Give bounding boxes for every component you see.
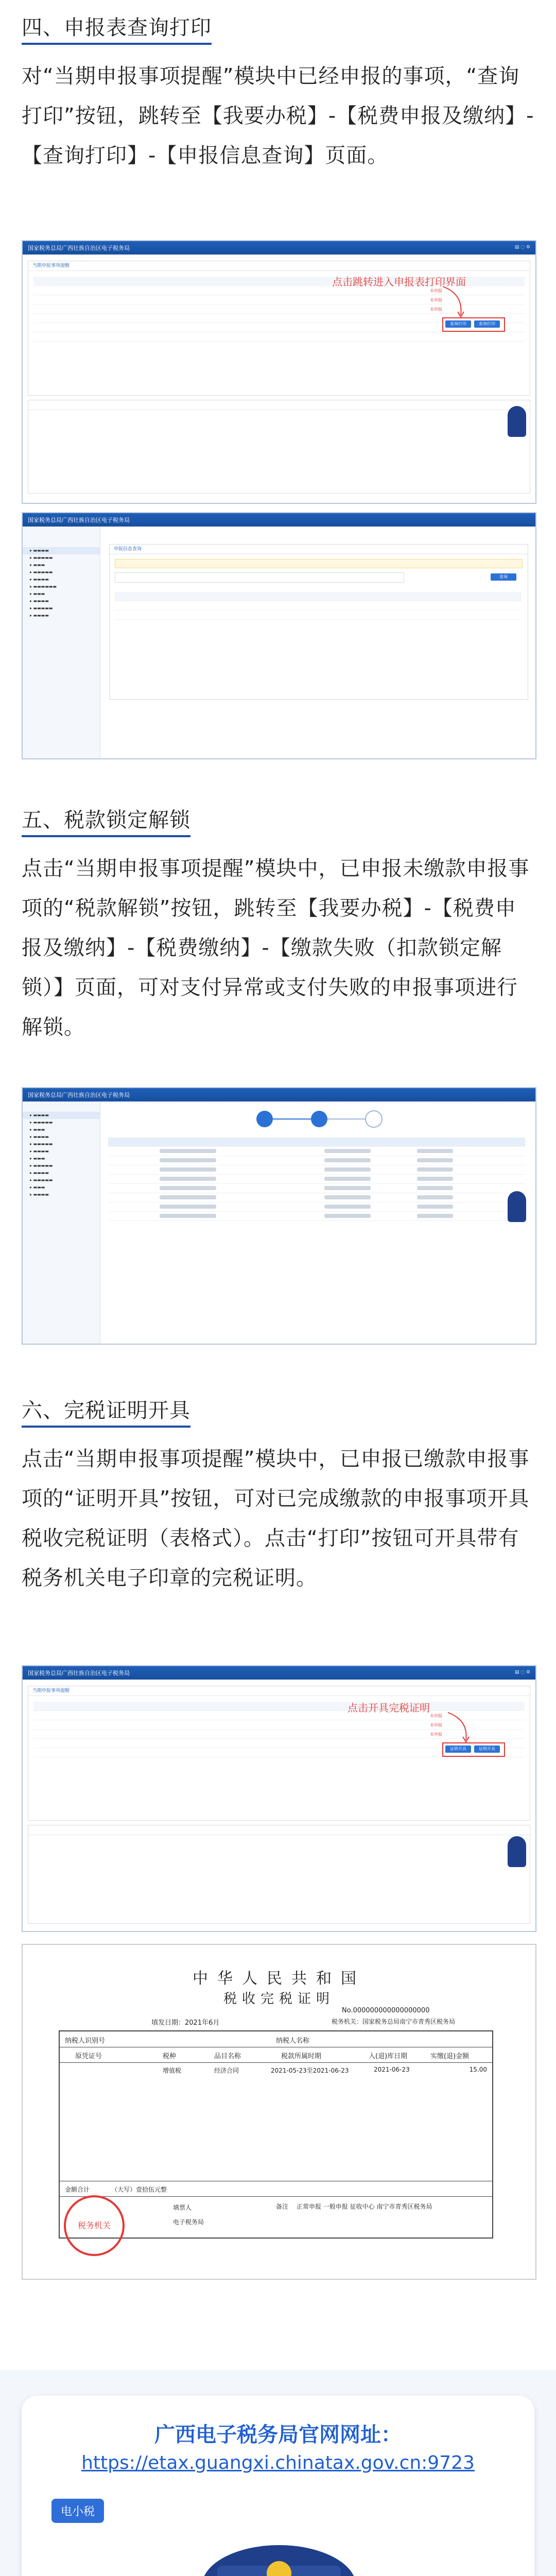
panel-title: 当期申报事项提醒 xyxy=(28,261,530,271)
table-header xyxy=(115,592,522,601)
sidebar-item[interactable]: ▸ ▬▬▬▬▬ xyxy=(30,606,53,611)
app-header: 国家税务总局广西壮族自治区电子税务局 ▤ ◌ ⚙ xyxy=(23,241,535,255)
table-row xyxy=(115,601,522,611)
step-indicator xyxy=(249,1109,404,1129)
sidebar-item[interactable]: ▸ ▬▬▬▬ xyxy=(23,1112,100,1119)
app-header: 国家税务总局广西壮族自治区电子税务局 xyxy=(23,513,535,527)
sidebar-item[interactable]: ▸ ▬▬▬▬▬ xyxy=(30,1142,53,1146)
certificate-table: 纳税人识别号 纳税人名称 原凭证号 税种 品目名称 税款所属时期 入(退)库日期 实缴(退)金额 增值税 经济合同 2021-05-23至2021-06-23 2021-06-23 15.00 金额合计 （大写）壹拾伍元整 填票人 电子税务局 备注 正常申报 一般申报 征收中心 南宁市青秀区税务局 xyxy=(59,2030,493,2239)
certificate-button[interactable]: 证明开具 xyxy=(445,1745,471,1753)
sidebar-item[interactable]: ▸ ▬▬▬ xyxy=(30,1185,45,1190)
table-row xyxy=(108,1165,525,1175)
table-row xyxy=(108,1147,525,1156)
certificate-title: 中华人民共和国 xyxy=(193,1970,366,1988)
sidebar-item[interactable]: ▸ ▬▬▬▬▬ xyxy=(30,1163,53,1168)
section5-heading: 五、税款锁定解锁 xyxy=(22,804,190,837)
section5-paragraph: 点击“当期申报事项提醒”模块中，已申报未缴款申报事项的“税款解锁”按钮，跳转至【我要办税】-【税费申报及缴纳】-【税费缴纳】-【缴款失败（扣款锁定解锁）】页面，可对支付异常或支付失败的申报事项进行解锁。 xyxy=(22,857,530,1039)
sidebar-item[interactable]: ▸ ▬▬▬ xyxy=(30,563,45,567)
date-label: 填发日期： xyxy=(151,2019,185,2027)
mascot-icon xyxy=(508,1191,526,1222)
sidebar-item[interactable]: ▸ ▬▬▬▬▬ xyxy=(30,555,53,560)
certificate-row: 增值税 经济合同 2021-05-23至2021-06-23 2021-06-23 15.00 xyxy=(163,2066,487,2074)
arrow-icon xyxy=(445,1710,476,1745)
table-row xyxy=(33,332,525,342)
sidebar-item[interactable]: ▸ ▬▬▬▬ xyxy=(30,613,49,618)
section6-heading: 六、完税证明开具 xyxy=(22,1394,190,1428)
query-print-button[interactable]: 查询打印 xyxy=(445,320,471,328)
taxpayer-name-label: 纳税人名称 xyxy=(276,2037,310,2045)
sidebar-item[interactable]: ▸ ▬▬▬▬ xyxy=(30,1192,49,1197)
brand-badge: 电小税 xyxy=(51,2499,104,2523)
certificate-number: No.000000000000000000 xyxy=(342,2007,430,2014)
panel-title: 申报信息查询 xyxy=(110,545,528,554)
sidebar xyxy=(23,1101,100,1344)
table-row xyxy=(108,1184,525,1193)
annotation-text: 点击开具完税证明 xyxy=(348,1702,430,1714)
sidebar-item[interactable]: ▸ ▬▬▬ xyxy=(30,1156,45,1161)
app-title: 国家税务总局广西壮族自治区电子税务局 xyxy=(28,245,130,251)
lower-panel xyxy=(28,1825,530,1924)
lower-panel xyxy=(28,400,530,494)
screenshot-certificate-issue xyxy=(22,1665,536,1932)
sidebar-item[interactable]: ▸ ▬▬▬▬ xyxy=(30,1171,49,1175)
sidebar-item[interactable]: ▸ ▬▬▬▬▬ xyxy=(30,570,53,574)
site-label: 广西电子税务局官网网址： xyxy=(154,2423,402,2447)
query-print-button-2[interactable]: 查询打印 xyxy=(474,320,500,328)
annotation-text: 点击跳转进入申报表打印界面 xyxy=(332,276,466,288)
notice-bar xyxy=(115,559,523,568)
tax-payment-certificate xyxy=(22,1944,536,2280)
mascot-icon xyxy=(176,2524,382,2576)
footer-card xyxy=(22,2396,534,2576)
screenshot-reminder-query xyxy=(22,240,536,504)
sidebar-item[interactable]: ▸ ▬▬▬▬ xyxy=(30,1134,49,1139)
table-row xyxy=(108,1202,525,1212)
tax-office: 国家税务总局南宁市青秀区税务局 xyxy=(362,2018,456,2025)
sidebar-item[interactable]: ▸ ▬▬▬▬ xyxy=(23,547,100,554)
sidebar-item[interactable]: ▸ ▬▬▬ xyxy=(30,1127,45,1132)
sidebar-item[interactable]: ▸ ▬▬▬▬ xyxy=(30,1149,49,1154)
certificate-button-2[interactable]: 证明开具 xyxy=(474,1745,500,1753)
sidebar-item[interactable]: ▸ ▬▬▬▬▬▬ xyxy=(30,584,57,589)
table-row xyxy=(115,611,522,620)
sidebar-item[interactable]: ▸ ▬▬▬▬ xyxy=(30,599,49,603)
query-panel xyxy=(109,544,528,700)
site-url-link[interactable]: https://etax.guangxi.chinatax.gov.cn:9723 xyxy=(81,2452,475,2473)
stamp-seal: 税务机关 xyxy=(64,2195,125,2256)
reminder-panel xyxy=(28,261,530,396)
mascot-icon xyxy=(508,406,526,437)
date-range-input[interactable] xyxy=(115,572,404,583)
table-row: 未申报 xyxy=(33,1711,525,1720)
table-row xyxy=(108,1156,525,1165)
reminder-panel: 当期申报事项提醒 未申报 未申报 未申报 证明开具 证明开具 点击开具完税证明 xyxy=(28,1686,530,1821)
table-row: 未申报 xyxy=(33,1730,525,1739)
table-row: 未申报 xyxy=(33,1720,525,1730)
sidebar-item[interactable]: ▸ ▬▬▬ xyxy=(30,591,45,596)
section4-paragraph: 对“当期申报事项提醒”模块中已经申报的事项，“查询打印”按钮，跳转至【我要办税】-【税费申报及缴纳】-【查询打印】-【申报信息查询】页面。 xyxy=(22,64,534,167)
date-value: 2021年6月 xyxy=(185,2019,220,2027)
sidebar xyxy=(23,527,100,758)
screenshot-declaration-query xyxy=(22,512,536,759)
table-row: 未申报 xyxy=(33,295,525,304)
table-row xyxy=(108,1175,525,1184)
table-row: 未申报 xyxy=(33,286,525,295)
app-header: 国家税务总局广西壮族自治区电子税务局 xyxy=(23,1088,535,1101)
screenshot-tax-unlock xyxy=(22,1087,536,1345)
tax-office-label: 税务机关： xyxy=(332,2018,363,2025)
sidebar-item[interactable]: ▸ ▬▬▬▬ xyxy=(30,577,49,582)
query-table xyxy=(115,592,522,620)
mascot-icon xyxy=(508,1836,526,1867)
certificate-subtitle: 税收完税证明 xyxy=(223,1991,335,2007)
query-button[interactable]: 查询 xyxy=(491,573,516,581)
sidebar-item[interactable]: ▸ ▬▬▬▬▬ xyxy=(30,1178,53,1182)
unlock-table xyxy=(108,1138,525,1221)
table-row xyxy=(108,1193,525,1202)
arrow-icon xyxy=(440,284,471,320)
table-row: 未申报 xyxy=(33,304,525,314)
table-header xyxy=(108,1138,525,1147)
section6-paragraph: 点击“当期申报事项提醒”模块中，已申报已缴款申报事项的“证明开具”按钮，可对已完成缴款的申报事项开具税收完税证明（表格式）。点击“打印”按钮可开具带有税务机关电子印章的完税证明。 xyxy=(22,1447,530,1590)
section4-heading: 四、申报表查询打印 xyxy=(22,11,212,45)
taxpayer-id-label: 纳税人识别号 xyxy=(65,2037,106,2045)
table-row xyxy=(108,1212,525,1221)
sidebar-item[interactable]: ▸ ▬▬▬▬▬ xyxy=(30,1120,53,1125)
app-header: 国家税务总局广西壮族自治区电子税务局 ▤ ◌ ⚙ xyxy=(23,1666,535,1680)
